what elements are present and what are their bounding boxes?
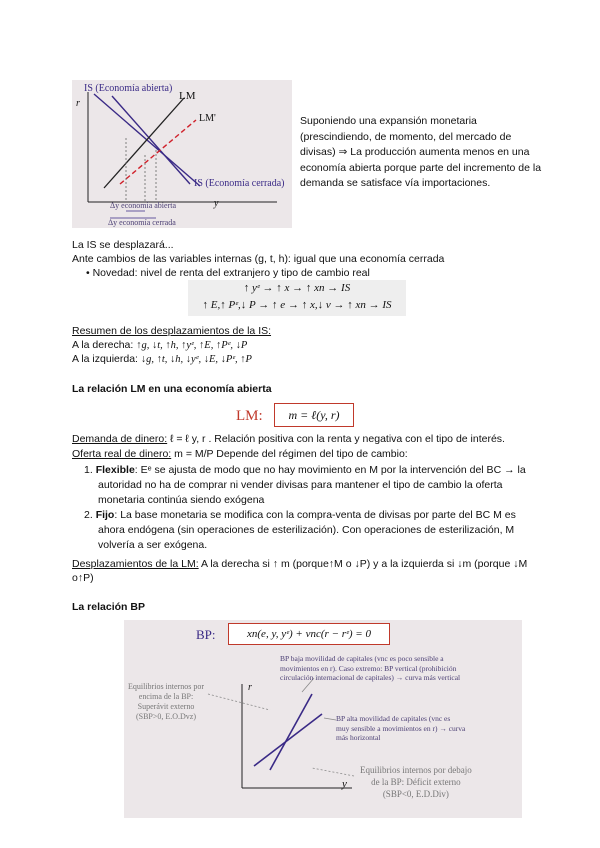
item2-bold: Fijo xyxy=(95,509,115,521)
regime-item-2 xyxy=(84,508,516,553)
is-formula-1: ↑ yᵉ → ↑ x → ↑ xn → IS xyxy=(243,282,351,294)
side-line: divisas) ⇒ La producción aumenta menos en una xyxy=(300,146,530,158)
is-formula-2: ↑ E,↑ Pᵉ,↓ P → ↑ e → ↑ x,↓ v → ↑ xn → IS xyxy=(202,299,392,311)
summary-right-label: A la derecha: xyxy=(72,339,137,351)
bp-steep-curve xyxy=(270,694,312,770)
demand-title: Demanda de dinero: xyxy=(72,433,168,445)
lm-shift xyxy=(72,557,527,585)
note-line: (SBP>0, E.O.Dvz) xyxy=(135,712,197,721)
is-formula-box xyxy=(188,280,406,316)
is-shift-line2: Ante cambios de las variables internas (g, t, h): igual que una economía cerrada xyxy=(72,253,445,265)
lm-prime-curve xyxy=(120,120,196,184)
note-line: encima de la BP: xyxy=(138,692,194,701)
bp-box-formula: xn(e, y, yᵉ) + vnc(r − rᵉ) = 0 xyxy=(228,623,390,645)
bp-box-label: BP: xyxy=(196,627,216,642)
side-line: Suponiendo una expansión monetaria xyxy=(300,115,477,127)
side-line: (prescindiendo, de momento, del mercado de xyxy=(300,130,512,143)
note-line: (SBP<0, E.D.Div) xyxy=(382,789,449,799)
item1-line2: autoridad no ha de comprar ni vender divisas para mantener el tipo de cambio la oferta xyxy=(98,479,503,491)
demand-line xyxy=(72,433,505,446)
summary-left-label: A la izquierda: xyxy=(72,353,141,365)
dy-open-label: Δy economía abierta xyxy=(110,201,177,210)
supply-text: m = M/P Depende del régimen del tipo de cambio: xyxy=(171,448,408,460)
is-closed-curve xyxy=(112,96,190,184)
arrow-flat-note xyxy=(324,718,336,720)
summary-left-values: ↓g, ↑t, ↓h, ↓yᵉ, ↓E, ↓Pᵉ, ↑P xyxy=(140,354,252,365)
item2-num: 2. xyxy=(84,509,93,521)
is-shift-line1: La IS se desplazará... xyxy=(72,239,174,251)
summary-right-values: ↑g, ↓t, ↑h, ↑yᵉ, ↑E, ↑Pᵉ, ↓P xyxy=(136,340,248,351)
lm-curve xyxy=(104,98,184,188)
is-lm-figure xyxy=(72,80,292,228)
note-line: muy sensible a movimientos en r) → curva xyxy=(336,723,466,733)
item2-line1: : La base monetaria se modifica con la compra-venta de divisas por parte del BC M es xyxy=(114,509,516,521)
lm-shift-line1: A la derecha si ↑ m (porque↑M o ↓P) y a la izquierda si ↓m (porque ↓M xyxy=(198,558,528,570)
summary-left xyxy=(72,353,252,366)
note-line: movimientos en r). Caso extremo: BP vertical (prohibición xyxy=(280,663,457,673)
note-line: BP baja movilidad de capitales (vnc es poco sensible a xyxy=(280,654,444,663)
y-axis-label: y xyxy=(214,198,219,209)
note-line: Equilibrios internos por debajo xyxy=(360,765,472,775)
note-line: Superávit externo xyxy=(137,702,195,711)
bp-heading: La relación BP xyxy=(72,601,145,613)
bp-y-axis-label: y xyxy=(342,778,347,790)
flat-note xyxy=(336,714,465,743)
bp-r-axis-label: r xyxy=(248,682,252,693)
item1-line1: : Eᵉ se ajusta de modo que no hay movimiento en M por la intervención del BC → la xyxy=(134,464,526,476)
lm-shift-title: Desplazamientos de la LM: xyxy=(72,558,199,570)
item2-line2: ahora endógena (sin operaciones de esterilización). Con operaciones de esterilización, M xyxy=(98,524,515,536)
summary-title: Resumen de los desplazamientos de la IS: xyxy=(72,325,272,337)
supply-title: Oferta real de dinero: xyxy=(72,448,172,460)
summary-right xyxy=(72,339,247,352)
note-line: Equilibrios internos por xyxy=(128,682,204,691)
lm-box-label: LM: xyxy=(236,408,263,424)
steep-note xyxy=(280,654,460,683)
below-note xyxy=(360,764,472,800)
lm-shift-line2: o↑P) xyxy=(72,572,94,584)
item1-num: 1. xyxy=(84,464,93,476)
is-shift-bullet: • Novedad: nivel de renta del extranjero y tipo de cambio real xyxy=(86,267,370,279)
lm-box-formula: m = ℓ(y, r) xyxy=(274,403,354,427)
side-paragraph xyxy=(300,114,541,192)
item1-line3: monetaria continúa siendo exógena xyxy=(98,494,265,506)
note-line: más horizontal xyxy=(336,733,381,742)
side-line: economía abierta porque parte del incremento de la xyxy=(300,161,542,174)
side-line: demanda se satisface vía importaciones. xyxy=(300,177,491,189)
demand-text: ℓ = ℓ y, r . Relación positiva con la renta y negativa con el tipo de interés. xyxy=(167,433,505,445)
above-note xyxy=(128,682,204,722)
is-lm-plot xyxy=(72,80,292,228)
bp-figure xyxy=(124,620,522,818)
note-line: circulación internacional de capitales) → curva más vertical xyxy=(280,673,461,682)
is-closed-label: IS (Economía cerrada) xyxy=(194,178,285,189)
lm-label: LM xyxy=(179,90,196,102)
arrow-above xyxy=(208,694,270,710)
bp-flat-curve xyxy=(254,714,322,766)
arrow-below xyxy=(312,768,354,776)
r-axis-label: r xyxy=(76,98,80,109)
item2-line3: volvería a ser exógena. xyxy=(98,539,208,551)
lm-heading: La relación LM en una economía abierta xyxy=(72,383,272,395)
supply-line xyxy=(72,448,408,461)
regime-item-1 xyxy=(84,463,526,508)
dy-closed-label: Δy economía cerrada xyxy=(108,218,176,227)
note-line: de la BP: Déficit externo xyxy=(371,777,461,787)
is-open-label: IS (Economía abierta) xyxy=(84,83,173,94)
note-line: BP alta movilidad de capitales (vnc es xyxy=(336,714,451,723)
item1-bold: Flexible xyxy=(95,464,135,476)
lm-prime-label: LM' xyxy=(199,113,216,124)
